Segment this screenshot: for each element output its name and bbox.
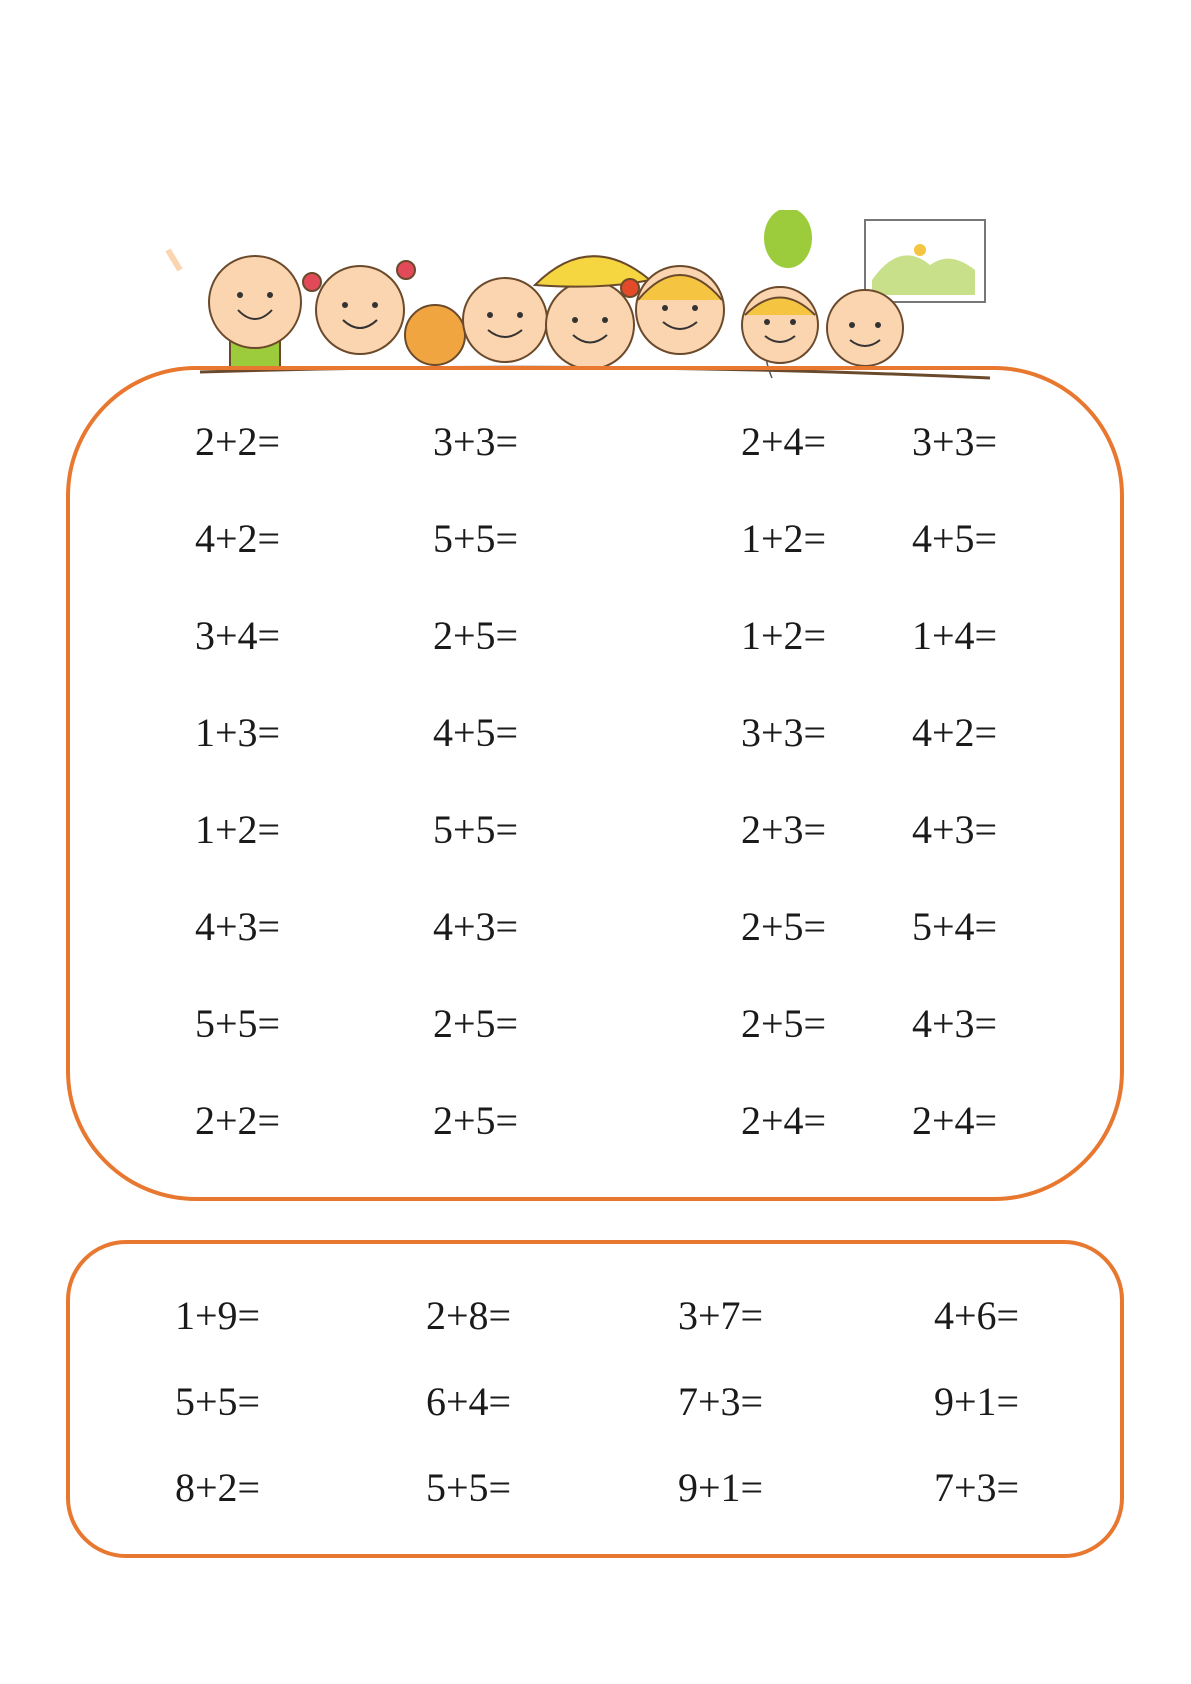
equation: 2+8= [426,1293,512,1338]
equation: 2+2= [195,1098,281,1143]
equation: 3+3= [433,419,519,464]
equation: 2+4= [741,1098,827,1143]
equation: 4+5= [912,516,998,561]
equation: 4+6= [934,1293,1020,1338]
equation: 5+5= [433,516,519,561]
equation: 1+9= [175,1293,261,1338]
equation: 5+5= [433,807,519,852]
equation: 2+2= [195,419,281,464]
top-exercise-box [66,366,1124,1201]
equation: 4+3= [912,807,998,852]
equation: 2+5= [433,1098,519,1143]
equation: 4+2= [912,710,998,755]
equation: 7+3= [934,1465,1020,1510]
equation: 5+4= [912,904,998,949]
equation: 2+5= [433,1001,519,1046]
equation: 5+5= [426,1465,512,1510]
equation: 1+2= [741,613,827,658]
equation: 2+5= [433,613,519,658]
equation: 3+7= [678,1293,764,1338]
equation: 4+3= [195,904,281,949]
equation: 2+5= [741,904,827,949]
equation: 1+2= [741,516,827,561]
equation: 4+3= [912,1001,998,1046]
equation: 5+5= [175,1379,261,1424]
equation: 3+3= [912,419,998,464]
equation: 2+4= [741,419,827,464]
equation: 3+3= [741,710,827,755]
equation: 5+5= [195,1001,281,1046]
equation: 4+3= [433,904,519,949]
equation: 2+5= [741,1001,827,1046]
equation: 4+2= [195,516,281,561]
equation: 7+3= [678,1379,764,1424]
equation: 6+4= [426,1379,512,1424]
equation: 2+3= [741,807,827,852]
equation: 8+2= [175,1465,261,1510]
equation: 9+1= [934,1379,1020,1424]
equation: 1+2= [195,807,281,852]
kids-illustration-icon [160,210,1020,390]
equation: 4+5= [433,710,519,755]
equation: 1+3= [195,710,281,755]
equation: 2+4= [912,1098,998,1143]
equation: 1+4= [912,613,998,658]
equation: 3+4= [195,613,281,658]
equation: 9+1= [678,1465,764,1510]
